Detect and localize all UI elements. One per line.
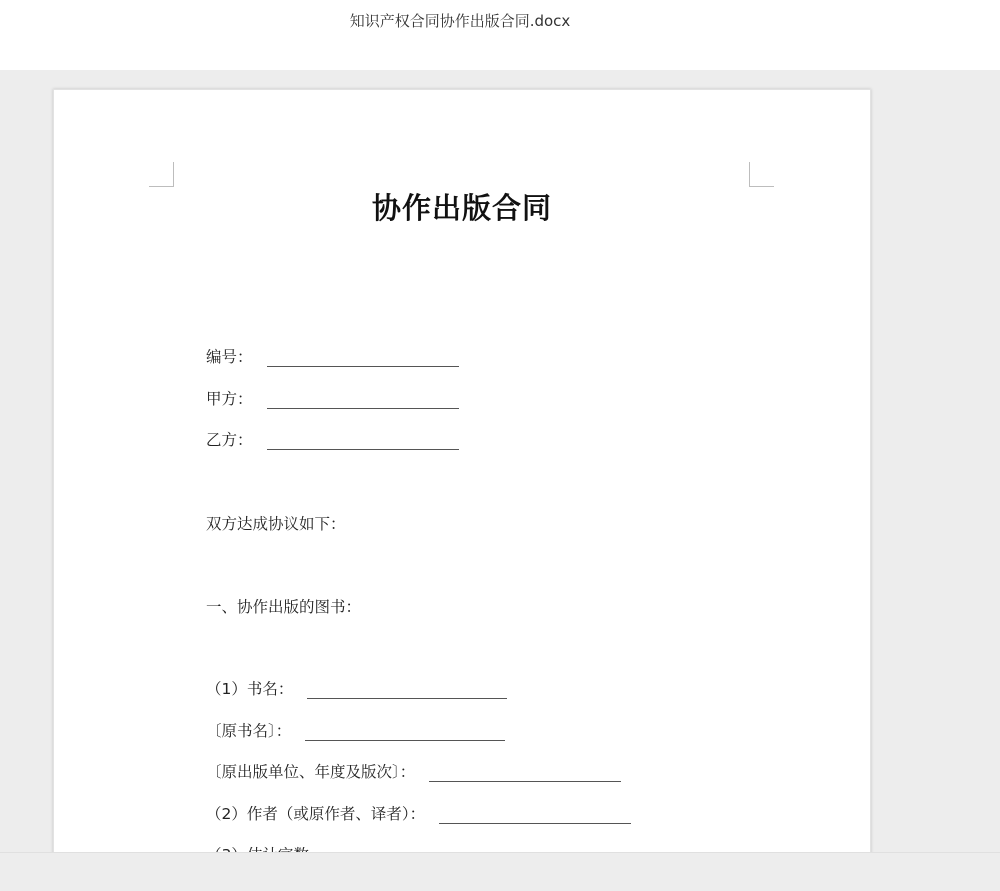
field-party-a-label: 甲方： — [206, 390, 253, 408]
viewer-bottom-bar — [0, 852, 1000, 891]
contract-title: 协作出版合同 — [371, 191, 552, 225]
item-original-name — [206, 719, 505, 741]
document-page — [53, 89, 871, 891]
field-number — [206, 345, 459, 367]
item-original-name-blank — [305, 723, 505, 741]
section-1-heading: 一、协作出版的图书： — [206, 598, 362, 616]
agreement-intro: 双方达成协议如下： — [206, 515, 346, 533]
item-original-name-label: 〔原书名〕： — [206, 722, 292, 740]
viewer-header — [0, 0, 1000, 70]
item-original-publisher-label: 〔原出版单位、年度及版次〕： — [206, 763, 416, 781]
item-author-label: （2）作者（或原作者、译者）： — [206, 805, 426, 823]
margin-corner-mark-right — [749, 162, 774, 187]
field-party-b-label: 乙方： — [206, 431, 253, 449]
field-party-b — [206, 428, 459, 450]
item-book-name-label: （1）书名： — [206, 680, 294, 698]
item-author — [206, 802, 631, 824]
field-party-b-blank — [267, 432, 459, 450]
item-book-name — [206, 677, 507, 699]
document-file-name: 知识产权合同协作出版合同.docx — [349, 12, 571, 30]
item-author-blank — [439, 806, 631, 824]
field-party-a-blank — [267, 391, 459, 409]
item-original-publisher-blank — [429, 764, 621, 782]
item-original-publisher — [206, 760, 621, 782]
item-book-name-blank — [307, 681, 507, 699]
document-viewport[interactable] — [0, 70, 1000, 852]
field-party-a — [206, 387, 459, 409]
margin-corner-mark-left — [149, 162, 174, 187]
field-number-label: 编号： — [206, 348, 253, 366]
field-number-blank — [267, 349, 459, 367]
